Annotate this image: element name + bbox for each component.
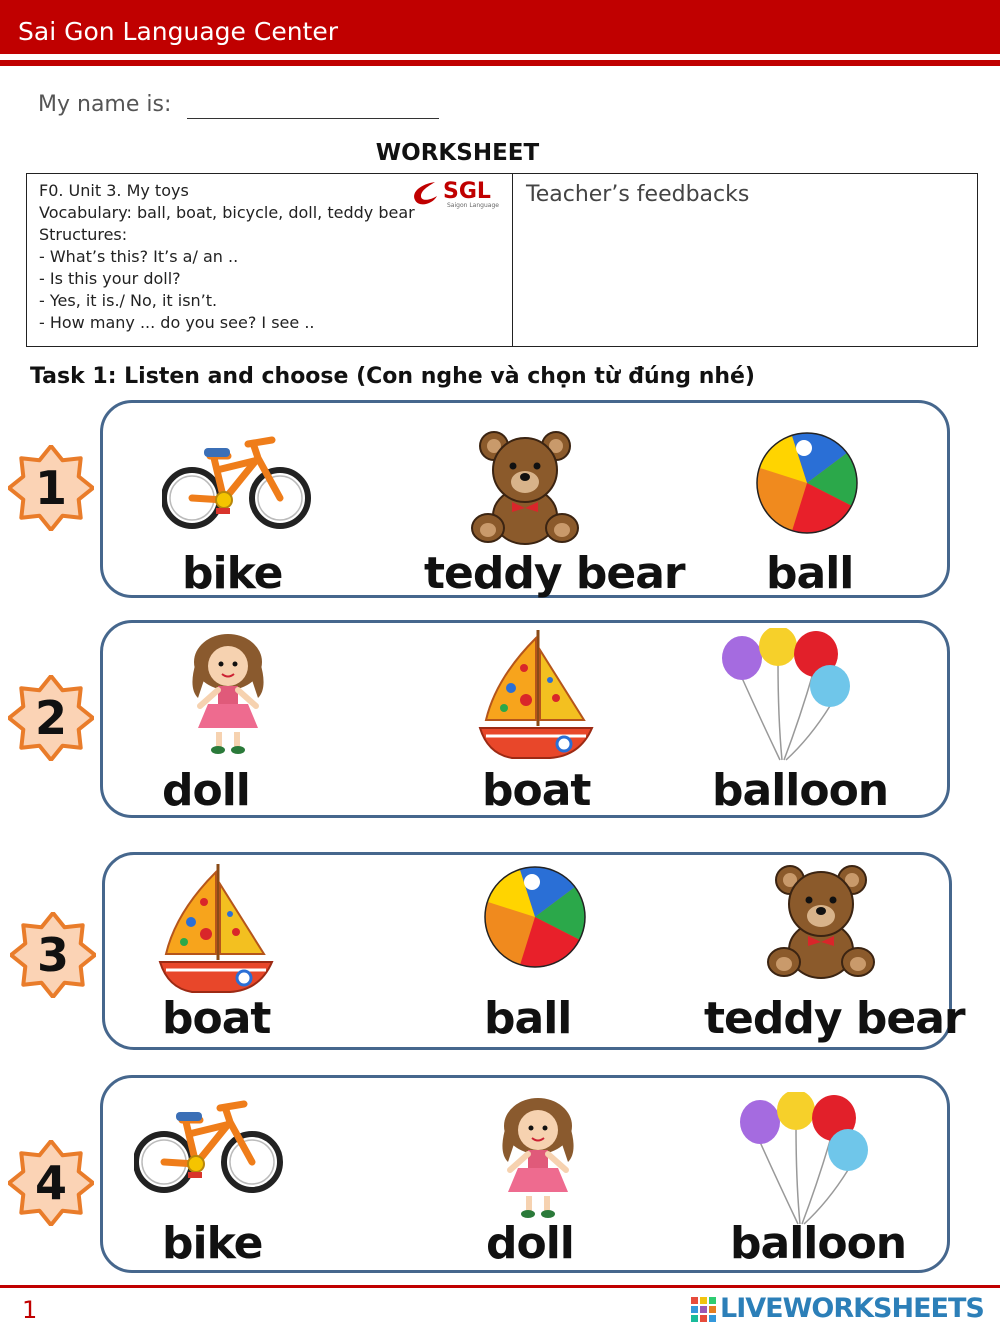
balloons-icon[interactable] (720, 628, 860, 768)
task1-title: Task 1: Listen and choose (Con nghe và chọn từ đúng nhé) (30, 364, 755, 389)
answer-option-word[interactable]: bike (182, 548, 283, 599)
info-box (26, 173, 978, 347)
balloons-icon[interactable] (738, 1092, 878, 1232)
row-number: 2 (34, 691, 67, 745)
answer-option-word[interactable]: bike (162, 1218, 263, 1269)
info-line: - How many ... do you see? I see .. (39, 313, 315, 332)
liveworksheets-grid-icon (690, 1296, 718, 1324)
row-number-badge (8, 1140, 94, 1226)
teacher-feedback-label: Teacher’s feedbacks (526, 182, 750, 207)
answer-option-word[interactable]: doll (486, 1218, 574, 1269)
name-label: My name is: (38, 92, 172, 117)
answer-option-word[interactable]: teddy bear (704, 993, 965, 1044)
sgl-logo-subtext: Saigon Language (447, 202, 499, 209)
answer-option-word[interactable]: teddy bear (424, 548, 685, 599)
bicycle-icon[interactable] (162, 428, 312, 543)
sgl-logo-text: SGL (443, 179, 491, 204)
info-line: Vocabulary: ball, boat, bicycle, doll, teddy bear (39, 203, 415, 222)
row-number: 3 (36, 928, 69, 982)
sailboat-icon[interactable] (156, 862, 276, 1002)
info-line: Structures: (39, 225, 128, 244)
doll-icon[interactable] (488, 1092, 588, 1227)
answer-option-word[interactable]: boat (482, 765, 591, 816)
answer-option-word[interactable]: ball (766, 548, 854, 599)
liveworksheets-logo-text: LIVEWORKSHEETS (720, 1293, 984, 1324)
header-divider (0, 60, 1000, 66)
info-line: - What’s this? It’s a/ an .. (39, 247, 239, 266)
answer-option-word[interactable]: balloon (730, 1218, 907, 1269)
sailboat-icon[interactable] (476, 628, 596, 768)
answer-option-word[interactable]: ball (484, 993, 572, 1044)
answer-option-word[interactable]: doll (162, 765, 250, 816)
footer-divider (0, 1285, 1000, 1288)
sgl-logo (407, 178, 507, 210)
answer-option-word[interactable]: boat (162, 993, 271, 1044)
answer-option-word[interactable]: balloon (712, 765, 889, 816)
info-line: F0. Unit 3. My toys (39, 181, 189, 200)
doll-icon[interactable] (178, 628, 278, 763)
sgl-swirl-icon (407, 178, 447, 210)
row-number: 4 (34, 1156, 67, 1210)
info-line: - Yes, it is./ No, it isn’t. (39, 291, 218, 310)
beach-ball-icon[interactable] (752, 428, 862, 543)
name-input-line[interactable] (187, 118, 439, 119)
bicycle-icon[interactable] (134, 1092, 284, 1207)
beach-ball-icon[interactable] (480, 862, 590, 977)
worksheet-title: WORKSHEET (375, 140, 540, 166)
page-number: 1 (22, 1296, 38, 1324)
teddy-bear-icon[interactable] (470, 428, 580, 553)
teddy-bear-icon[interactable] (766, 862, 876, 987)
row-number-badge (10, 912, 96, 998)
info-line: - Is this your doll? (39, 269, 181, 288)
header-title: Sai Gon Language Center (18, 17, 339, 46)
unit-info (27, 174, 513, 346)
row-number: 1 (34, 461, 67, 515)
row-number-badge (8, 675, 94, 761)
header-bar (0, 0, 1000, 54)
row-number-badge (8, 445, 94, 531)
liveworksheets-logo (690, 1292, 990, 1326)
